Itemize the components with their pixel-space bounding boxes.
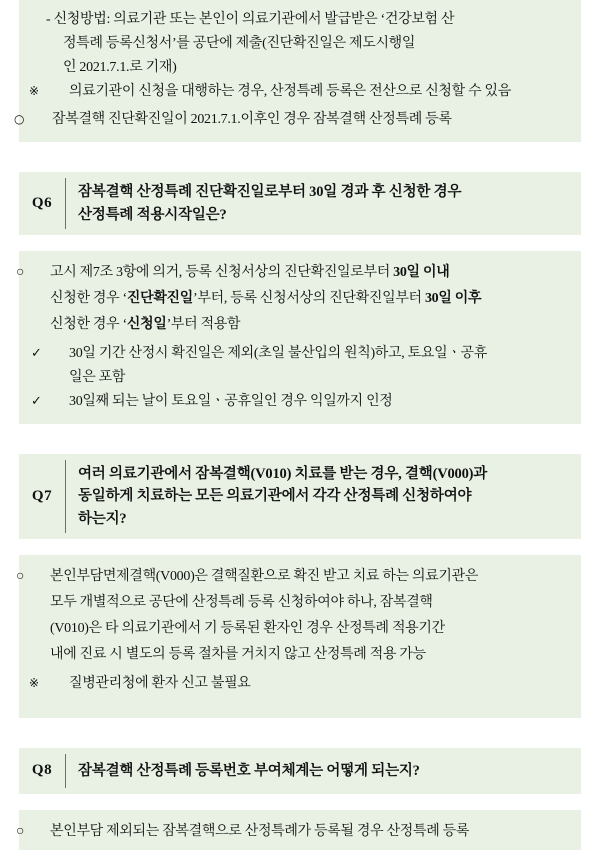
question-label-q6: Q6	[31, 195, 53, 212]
dash-marker: -	[46, 12, 51, 27]
reference-mark-icon: ※	[29, 675, 39, 690]
question-block-q6	[19, 172, 581, 235]
top-cont-line-2: 정특례 등록신청서’를 공단에 제출(진단확진일은 제도시행일	[63, 36, 416, 52]
circle-bullet-icon: ○	[16, 824, 25, 840]
reference-mark-icon: ※	[29, 84, 39, 99]
question-label-q8: Q8	[31, 762, 53, 779]
answer-q6-check-1-line-1: 30일 기간 산정시 확진일은 제외(초일 불산입의 원칙)하고, 토요일ㆍ공휴	[69, 345, 487, 361]
question-block-q7	[19, 454, 581, 539]
question-text-q7-line-3: 하는지?	[78, 510, 127, 527]
answer-q7-paragraph-line-4: 내에 진료 시 별도의 등록 절차를 거치지 않고 산정특례 적용 가능	[50, 647, 426, 663]
answer-q7-paragraph-line-1	[16, 565, 567, 589]
spacer	[0, 424, 600, 454]
spacer	[0, 794, 600, 810]
answer-q6-check-1	[33, 342, 567, 366]
check-icon: ✓	[31, 345, 42, 361]
spacer	[0, 235, 600, 251]
spacer	[0, 718, 600, 748]
answer-block-q6	[16, 251, 581, 423]
answer-q7-note	[29, 672, 567, 696]
question-text-q8	[66, 748, 581, 794]
answer-q6-check-1-cont: 일은 포함	[69, 369, 126, 385]
check-icon: ✓	[31, 393, 42, 409]
circle-bullet-icon: ○	[16, 569, 25, 585]
question-text-q7	[66, 454, 581, 539]
question-text-q6	[66, 172, 581, 235]
top-line-1-text: 신청방법: 의료기관 또는 본인이 의료기관에서 발급받은 ‘건강보험 산	[53, 12, 455, 27]
question-text-q7-line-1: 여러 의료기관에서 잠복결핵(V010) 치료를 받는 경우, 결핵(V000)과	[78, 465, 488, 482]
answer-q8-paragraph-line-1	[16, 820, 567, 844]
answer-q7-paragraph-line-2: 모두 개별적으로 공단에 산정특례 등록 신청하여야 하나, 잠복결핵	[50, 595, 433, 611]
answer-block-q8	[16, 810, 581, 850]
answer-q6-check-2-line-1: 30일째 되는 날이 토요일ㆍ공휴일인 경우 익일까지 인정	[69, 393, 393, 409]
answer-q6-paragraph-line-1: ○ 고시 제7조 3항에 의거, 등록 신청서상의 진단확진일로부터 30일 이내	[33, 261, 567, 285]
top-dash-line-1	[33, 8, 567, 32]
question-text-q6-line-1: 잠복결핵 산정특례 진단확진일로부터 30일 경과 후 신청한 경우	[78, 184, 462, 201]
question-text-q6-line-2: 산정특례 적용시작일은?	[78, 206, 227, 223]
question-text-q7-line-2: 동일하게 치료하는 모든 의료기관에서 각각 산정특례 신청하여야	[78, 488, 472, 505]
spacer	[0, 539, 600, 555]
top-continuation-section	[14, 0, 581, 142]
answer-q6-paragraph-line-3: 신청한 경우 ‘신청일’부터 적용함	[50, 317, 241, 333]
top-circle-text: 잠복결핵 진단확진일이 2021.7.1.이후인 경우 잠복결핵 산정특례 등록	[52, 112, 452, 128]
top-note-text: 의료기관이 신청을 대행하는 경우, 산정특례 등록은 전산으로 신청할 수 있음	[69, 84, 511, 100]
question-block-q8	[19, 748, 581, 794]
answer-q6-paragraph-line-2: 신청한 경우 ‘진단확진일’부터, 등록 신청서상의 진단확진일부터 30일 이후	[50, 291, 482, 307]
top-cont-line-3: 인 2021.7.1.로 기재)	[63, 60, 177, 76]
circle-bullet-icon: ○	[16, 265, 25, 281]
answer-q7-paragraph-line-3: (V010)은 타 의료기관에서 기 등록된 환자인 경우 산정특례 적용기간	[50, 621, 445, 637]
question-text-q8-line-1: 잠복결핵 산정특례 등록번호 부여체계는 어떻게 되는지?	[78, 762, 420, 779]
spacer	[0, 142, 600, 172]
top-circle-item	[14, 108, 567, 132]
question-label-q7: Q7	[31, 488, 53, 504]
answer-block-q7	[16, 555, 581, 717]
top-note-line	[29, 80, 567, 104]
answer-q7-note-text: 질병관리청에 환자 신고 불필요	[69, 675, 251, 691]
answer-q7-line-1-text: 본인부담면제결핵(V000)은 결핵질환으로 확진 받고 치료 하는 의료기관은	[50, 569, 479, 585]
answer-q6-check-2	[33, 390, 567, 414]
answer-q8-line-1-text: 본인부담 제외되는 잠복결핵으로 산정특례가 등록될 경우 산정특례 등록	[50, 824, 470, 840]
circle-bullet-icon: ○	[14, 112, 25, 127]
